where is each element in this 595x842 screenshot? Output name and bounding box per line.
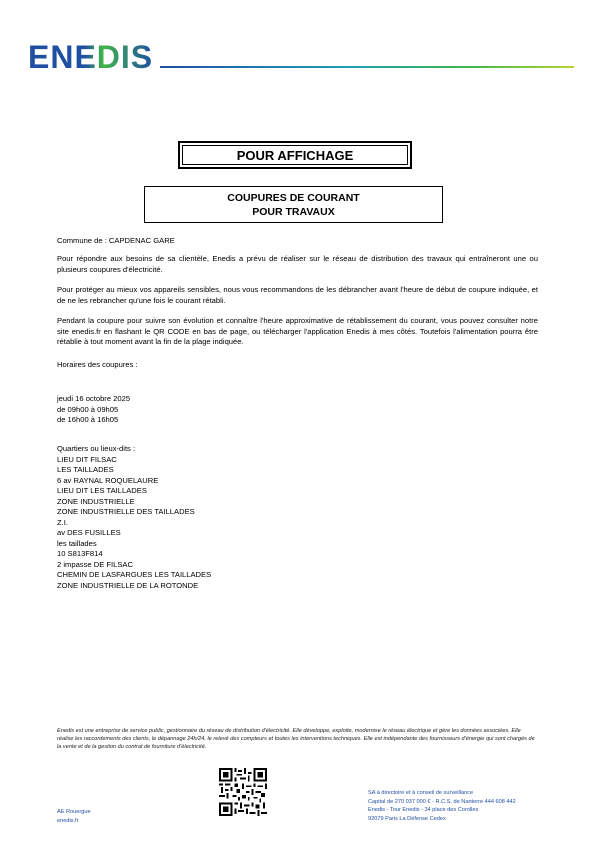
paragraph-text: Pour protéger au mieux vos appareils sensibles, nous vous recommandons de les débrancher avant l'heure de début de coupure indiquée, et de ne les rebrancher qu'une fois le courant rétabli. — [57, 285, 538, 305]
location-item: av DES FUSILLES — [57, 528, 121, 537]
paragraph-2 — [57, 285, 538, 306]
schedule-block — [57, 394, 130, 426]
footer-disclaimer: Enedis est une entreprise de service public, gestionnaire du réseau de distribution d'électricité. Elle développe, exploite, modernise le réseau électrique et gère les données associées. Elle réalise les raccordements des clients, le dépannage 24h/24, le relevé des compteurs et toutes les interventions techniques. Elle est indépendante des fournisseurs d'énergie qui sont chargés de la vente et de la gestion du contrat de fourniture d'électricité. — [57, 728, 535, 751]
paragraph-1 — [57, 254, 538, 275]
location-item: les taillades — [57, 538, 97, 548]
schedule-date: jeudi 16 octobre 2025 — [57, 394, 131, 403]
schedule-slot: de 09h00 à 09h05 — [57, 404, 119, 414]
commune-line: Commune de : CAPDENAC GARE — [57, 236, 175, 245]
paragraph-3 — [57, 316, 538, 348]
footer-legal-line: 92079 Paris La Défense Cedex — [368, 815, 446, 822]
logo-wordmark: ENEDIS — [28, 40, 154, 74]
locations-heading: Quartiers ou lieux-dits : — [57, 444, 136, 453]
paragraph-text: Pour répondre aux besoins de sa clientèle, Enedis a prévu de réaliser sur le réseau de distribution des travaux qui entraîneront une ou plusieurs coupures d'électricité. — [57, 254, 538, 274]
location-item: Z.I. — [57, 517, 68, 527]
locations-block — [57, 444, 211, 591]
footer-agency: AE Rouergue — [57, 809, 91, 815]
schedule-slot: de 16h00 à 16h05 — [57, 415, 119, 424]
location-item: LES TAILLADES — [57, 465, 114, 474]
location-item: LIEU DIT FILSAC — [57, 454, 117, 464]
header-gradient-line — [160, 66, 574, 68]
footer-legal-line: SA à directoire et à conseil de surveillance — [368, 790, 474, 796]
location-item: ZONE INDUSTRIELLE — [57, 496, 135, 506]
footer-legal-line: Enedis - Tour Enedis - 34 place des Corolles — [368, 807, 479, 813]
location-item: ZONE INDUSTRIELLE DE LA ROTONDE — [57, 580, 199, 590]
notice-title: POUR AFFICHAGE — [236, 147, 354, 163]
paragraph-text: Pendant la coupure pour suivre son évolution et connaître l'heure approximative de rétablissement du courant, vous pouvez consulter notre site enedis.fr en flashant le QR CODE en bas de page, ou télécharger l'application Enedis à mes côtés. Toutefois l'alimentation pourra être rétablie à tout moment avant la fin de la plage indiquée. — [57, 316, 538, 347]
location-item: 2 impasse DE FILSAC — [57, 559, 133, 569]
location-item: LIEU DIT LES TAILLADES — [57, 486, 147, 495]
footer-legal — [368, 789, 516, 823]
qr-code-icon[interactable] — [219, 768, 267, 816]
subtitle-box — [144, 186, 443, 223]
footer-left — [57, 808, 91, 825]
title-box — [178, 141, 412, 169]
enedis-logo — [28, 40, 156, 74]
footer-website-link[interactable]: enedis.fr — [57, 817, 79, 824]
location-item: CHEMIN DE LASFARGUES LES TAILLADES — [57, 570, 212, 579]
location-item: 6 av RAYNAL ROQUELAURE — [57, 475, 159, 485]
schedule-heading: Horaires des coupures : — [57, 360, 138, 369]
footer-legal-line: Capital de 270 037 000 € - R.C.S. de Nanterre 444 608 442 — [368, 798, 516, 805]
subtitle-line-2: POUR TRAVAUX — [252, 205, 335, 218]
location-item: ZONE INDUSTRIELLE DES TAILLADES — [57, 507, 195, 516]
subtitle-line-1: COUPURES DE COURANT — [227, 191, 360, 204]
location-item: 10 S813F814 — [57, 549, 103, 558]
